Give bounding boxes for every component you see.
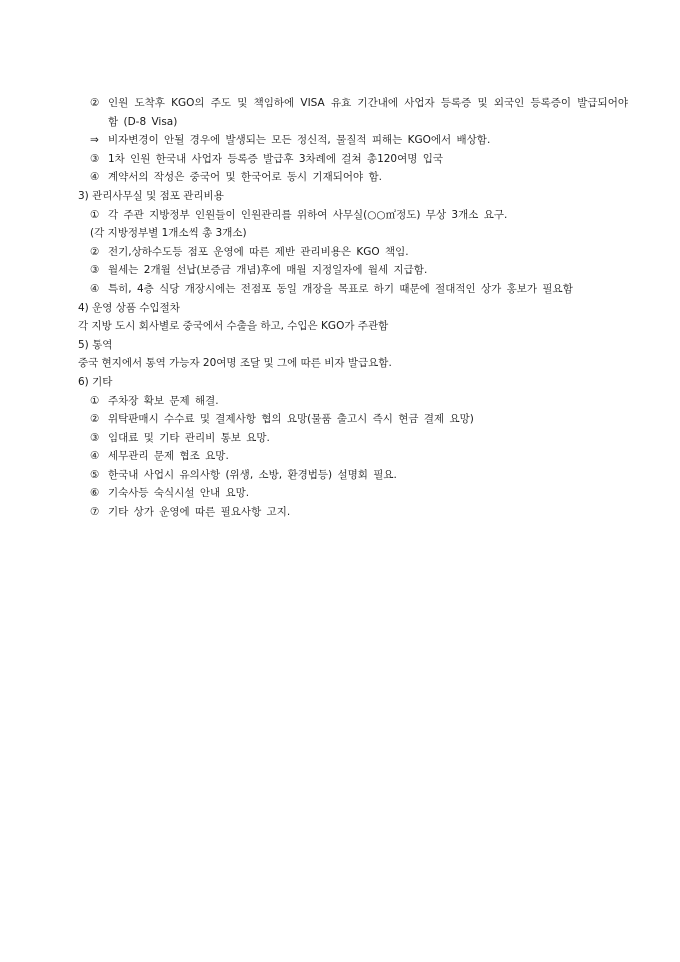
item-text: 인원 도착후 KGO의 주도 및 책임하에 VISA 유효 기간내에 사업자 등록증 및 외국인 등록증이 발급되어야 함 (D-8 Visa) [108, 97, 628, 128]
item-text: 전기,상하수도등 점포 운영에 따른 제반 관리비용은 KGO 책임. [108, 245, 409, 258]
list-item [78, 466, 628, 485]
list-item [78, 280, 628, 299]
list-item [78, 243, 628, 262]
item-number: ③ [90, 264, 100, 277]
item-number: ⑥ [90, 487, 100, 500]
item-text: 임대료 및 기타 관리비 통보 요망. [108, 431, 270, 444]
item-text: 주차장 확보 문제 해결. [108, 394, 219, 407]
list-item [78, 261, 628, 280]
item-text: 기숙사등 숙식시설 안내 요망. [108, 487, 250, 500]
item-text: 특히, 4층 식당 개장시에는 전점포 동일 개장을 목표로 하기 때문에 절대적인 상가 홍보가 필요함 [108, 282, 573, 295]
item-text: 비자변경이 안될 경우에 발생되는 모든 정신적, 물질적 피해는 KGO에서 배상함. [108, 134, 491, 147]
item-text: 계약서의 작성은 중국어 및 한국어로 동시 기재되어야 함. [108, 171, 382, 184]
section-heading: 6) 기타 [78, 375, 113, 388]
document-body [78, 94, 628, 522]
item-text: 기타 상가 운영에 따른 필요사항 고지. [108, 506, 291, 519]
item-number: ④ [90, 450, 100, 463]
list-item [78, 447, 628, 466]
item-number: ⑤ [90, 468, 100, 481]
item-number: ② [90, 97, 100, 109]
item-number: ③ [90, 431, 100, 444]
section-heading: 5) 통역 [78, 338, 113, 351]
item-text: 한국내 사업시 유의사항 (위생, 소방, 환경법등) 설명회 필요. [108, 468, 397, 481]
item-text: 각 주관 지방정부 인원들이 인원관리를 위하여 사무실(○○㎡정도) 무상 3개소 요구. [108, 208, 508, 221]
item-text: 세무관리 문제 협조 요망. [108, 450, 229, 463]
section-heading: 3) 관리사무실 및 점포 관리비용 [78, 189, 224, 202]
list-item [78, 503, 628, 522]
item-number: ① [90, 208, 100, 221]
item-number: ③ [90, 152, 100, 165]
list-item [78, 168, 628, 187]
item-text: 1차 인원 한국내 사업자 등록증 발급후 3차례에 걸쳐 총120여명 입국 [108, 152, 444, 165]
list-item [78, 94, 628, 131]
item-number: ① [90, 394, 100, 407]
paragraph: 각 지방 도시 회사별로 중국에서 수출을 하고, 수입은 KGO가 주관함 [78, 320, 389, 333]
note-text: (각 지방정부별 1개소씩 총 3개소) [90, 227, 247, 240]
item-number: ④ [90, 282, 100, 295]
list-item [78, 392, 628, 411]
item-number: ④ [90, 171, 100, 184]
list-item [78, 429, 628, 448]
list-item [78, 131, 628, 150]
item-text: 위탁판매시 수수료 및 결제사항 협의 요망(물품 출고시 즉시 현금 결제 요망) [108, 413, 474, 426]
section-heading: 4) 운영 상품 수입절차 [78, 301, 180, 314]
item-text: 월세는 2개월 선납(보증금 개념)후에 매월 지정일자에 월세 지급함. [108, 264, 428, 277]
arrow-icon: ⇒ [90, 134, 99, 147]
list-item [78, 206, 628, 225]
list-item [78, 410, 628, 429]
list-item [78, 484, 628, 503]
list-item [78, 150, 628, 169]
item-number: ② [90, 413, 100, 426]
item-number: ② [90, 245, 100, 258]
item-number: ⑦ [90, 506, 100, 519]
paragraph: 중국 현지에서 통역 가능자 20여명 조달 및 그에 따른 비자 발급요함. [78, 357, 392, 370]
